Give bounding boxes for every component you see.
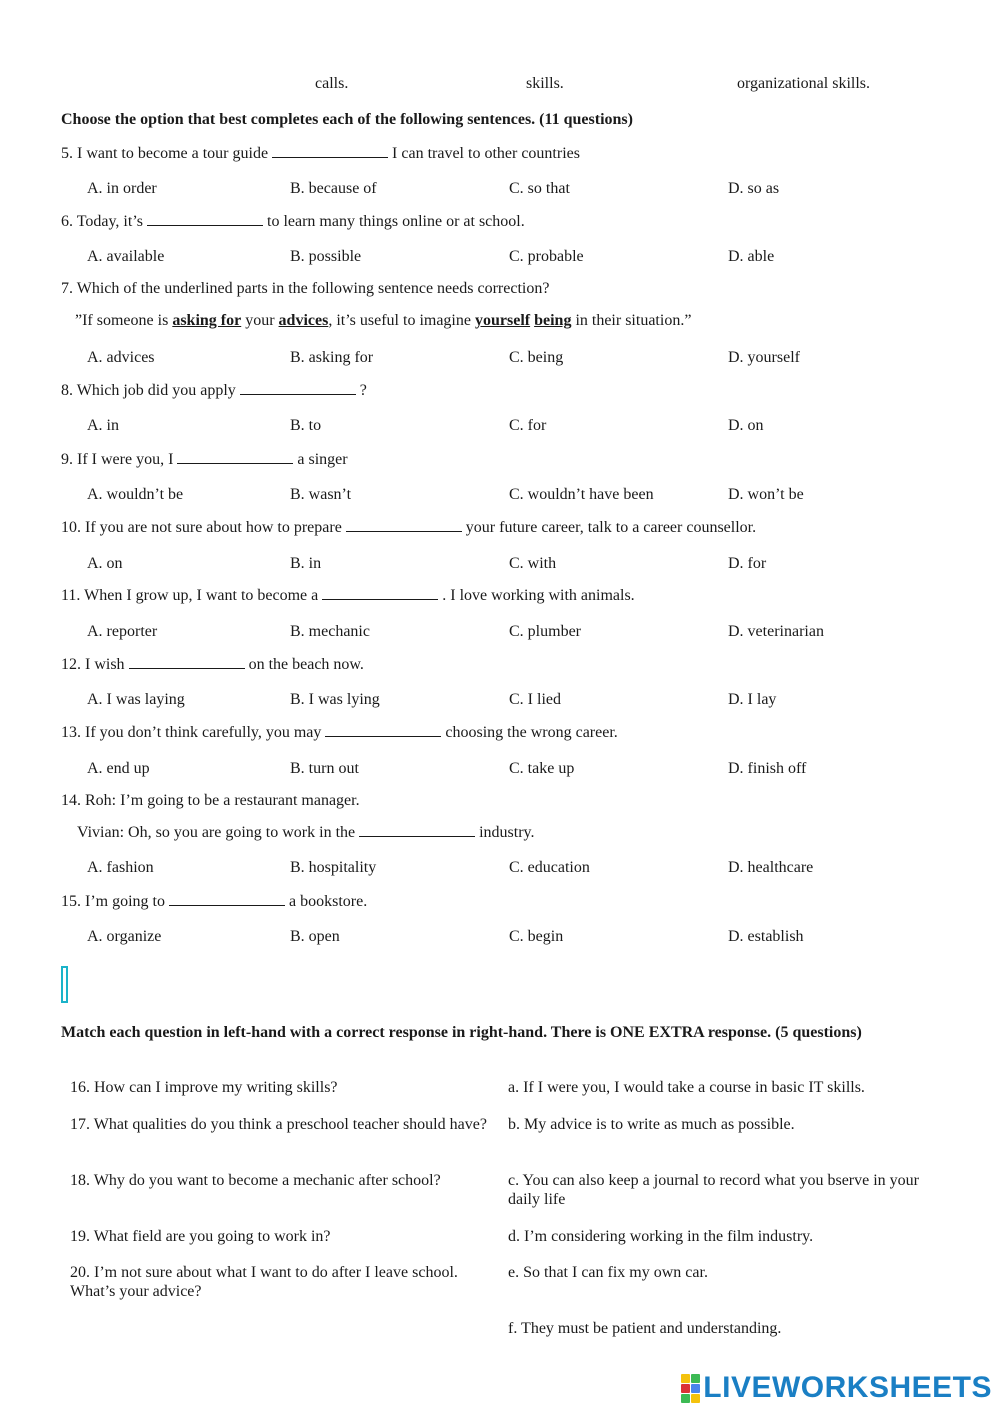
option-8d[interactable]: D. on xyxy=(728,417,764,434)
logo-icon xyxy=(681,1374,700,1403)
answer-blank-13[interactable] xyxy=(325,722,441,737)
match-question-16: 16. How can I improve my writing skills? xyxy=(70,1079,338,1096)
underlined-asking-for: asking for xyxy=(172,312,242,329)
answer-input-box[interactable] xyxy=(61,966,68,1003)
option-7c[interactable]: C. being xyxy=(509,349,564,366)
option-12a[interactable]: A. I was laying xyxy=(87,691,185,708)
answer-blank-12[interactable] xyxy=(129,654,245,669)
option-15d[interactable]: D. establish xyxy=(728,928,804,945)
question-13: 13. If you don’t think carefully, you may choosing the wrong career. xyxy=(61,724,618,741)
question-5: 5. I want to become a tour guide I can travel to other countries xyxy=(61,145,580,162)
answer-blank-9[interactable] xyxy=(177,449,293,464)
option-10d[interactable]: D. for xyxy=(728,555,767,572)
option-14d[interactable]: D. healthcare xyxy=(728,859,814,876)
answer-blank-10[interactable] xyxy=(346,517,462,532)
option-13b[interactable]: B. turn out xyxy=(290,760,359,777)
answer-blank-11[interactable] xyxy=(322,585,438,600)
question-6: 6. Today, it’s to learn many things online or at school. xyxy=(61,213,525,230)
option-9c[interactable]: C. wouldn’t have been xyxy=(509,486,654,503)
option-8b[interactable]: B. to xyxy=(290,417,322,434)
section1-instruction: Choose the option that best completes each of the following sentences. (11 questions) xyxy=(61,111,633,128)
option-6a[interactable]: A. available xyxy=(87,248,165,265)
option-5c[interactable]: C. so that xyxy=(509,180,570,197)
option-7d[interactable]: D. yourself xyxy=(728,349,800,366)
underlined-yourself: yourself xyxy=(474,312,531,329)
option-14c[interactable]: C. education xyxy=(509,859,590,876)
match-response-a: a. If I were you, I would take a course in basic IT skills. xyxy=(508,1079,865,1096)
liveworksheets-logo xyxy=(681,1371,992,1405)
option-5b[interactable]: B. because of xyxy=(290,180,377,197)
answer-blank-15[interactable] xyxy=(169,891,285,906)
option-6b[interactable]: B. possible xyxy=(290,248,362,265)
option-7a[interactable]: A. advices xyxy=(87,349,155,366)
underlined-being: being xyxy=(534,312,572,329)
question-12: 12. I wish on the beach now. xyxy=(61,656,364,673)
option-12c[interactable]: C. I lied xyxy=(509,691,561,708)
option-6d[interactable]: D. able xyxy=(728,248,775,265)
question-14: 14. Roh: I’m going to be a restaurant manager. xyxy=(61,792,360,809)
question-10: 10. If you are not sure about how to prepare your future career, talk to a career counsellor. xyxy=(61,519,757,536)
question-9: 9. If I were you, I a singer xyxy=(61,451,348,468)
logo-text: LIVEWORKSHEETS xyxy=(703,1371,992,1404)
match-question-18: 18. Why do you want to become a mechanic after school? xyxy=(70,1172,441,1189)
option-14a[interactable]: A. fashion xyxy=(87,859,154,876)
option-11a[interactable]: A. reporter xyxy=(87,623,158,640)
option-9d[interactable]: D. won’t be xyxy=(728,486,804,503)
option-13d[interactable]: D. finish off xyxy=(728,760,807,777)
answer-blank-6[interactable] xyxy=(147,211,263,226)
option-13c[interactable]: C. take up xyxy=(509,760,575,777)
option-10c[interactable]: C. with xyxy=(509,555,557,572)
question-7-sentence: ”If someone is asking for your advices, it’s useful to imagine yourself being in their situation.” xyxy=(75,312,692,329)
option-15a[interactable]: A. organize xyxy=(87,928,162,945)
option-10a[interactable]: A. on xyxy=(87,555,123,572)
option-10b[interactable]: B. in xyxy=(290,555,322,572)
option-8c[interactable]: C. for xyxy=(509,417,547,434)
match-question-19: 19. What field are you going to work in? xyxy=(70,1228,331,1245)
option-9b[interactable]: B. wasn’t xyxy=(290,486,352,503)
answer-blank-14[interactable] xyxy=(359,822,475,837)
question-15: 15. I’m going to a bookstore. xyxy=(61,893,368,910)
match-question-17: 17. What qualities do you think a preschool teacher should have? xyxy=(70,1116,487,1133)
option-11b[interactable]: B. mechanic xyxy=(290,623,370,640)
option-12b[interactable]: B. I was lying xyxy=(290,691,380,708)
header-option-2: skills. xyxy=(526,75,564,92)
match-response-f: f. They must be patient and understanding. xyxy=(508,1320,782,1337)
match-response-c: c. You can also keep a journal to record what you bserve in your daily life xyxy=(508,1172,919,1208)
answer-blank-5[interactable] xyxy=(272,143,388,158)
match-response-e: e. So that I can fix my own car. xyxy=(508,1264,708,1281)
option-9a[interactable]: A. wouldn’t be xyxy=(87,486,184,503)
option-15c[interactable]: C. begin xyxy=(509,928,564,945)
answer-blank-8[interactable] xyxy=(240,380,356,395)
question-11: 11. When I grow up, I want to become a . I love working with animals. xyxy=(61,587,635,604)
underlined-advices: advices xyxy=(278,312,329,329)
option-14b[interactable]: B. hospitality xyxy=(290,859,377,876)
question-7: 7. Which of the underlined parts in the following sentence needs correction? xyxy=(61,280,550,297)
option-15b[interactable]: B. open xyxy=(290,928,340,945)
option-7b[interactable]: B. asking for xyxy=(290,349,374,366)
match-response-b: b. My advice is to write as much as possible. xyxy=(508,1116,795,1133)
header-option-1: calls. xyxy=(315,75,349,92)
option-13a[interactable]: A. end up xyxy=(87,760,150,777)
option-11c[interactable]: C. plumber xyxy=(509,623,581,640)
header-option-3: organizational skills. xyxy=(737,75,871,92)
question-8: 8. Which job did you apply ? xyxy=(61,382,367,399)
option-8a[interactable]: A. in xyxy=(87,417,119,434)
option-5a[interactable]: A. in order xyxy=(87,180,157,197)
match-response-d: d. I’m considering working in the film industry. xyxy=(508,1228,814,1245)
section2-instruction: Match each question in left-hand with a correct response in right-hand. There is ONE EXTRA response. (5 questions) xyxy=(61,1024,862,1041)
question-14-line2: Vivian: Oh, so you are going to work in the industry. xyxy=(77,824,535,841)
option-11d[interactable]: D. veterinarian xyxy=(728,623,824,640)
option-6c[interactable]: C. probable xyxy=(509,248,584,265)
option-12d[interactable]: D. I lay xyxy=(728,691,777,708)
match-question-20: 20. I’m not sure about what I want to do after I leave school. What’s your advice? xyxy=(70,1264,458,1300)
option-5d[interactable]: D. so as xyxy=(728,180,780,197)
